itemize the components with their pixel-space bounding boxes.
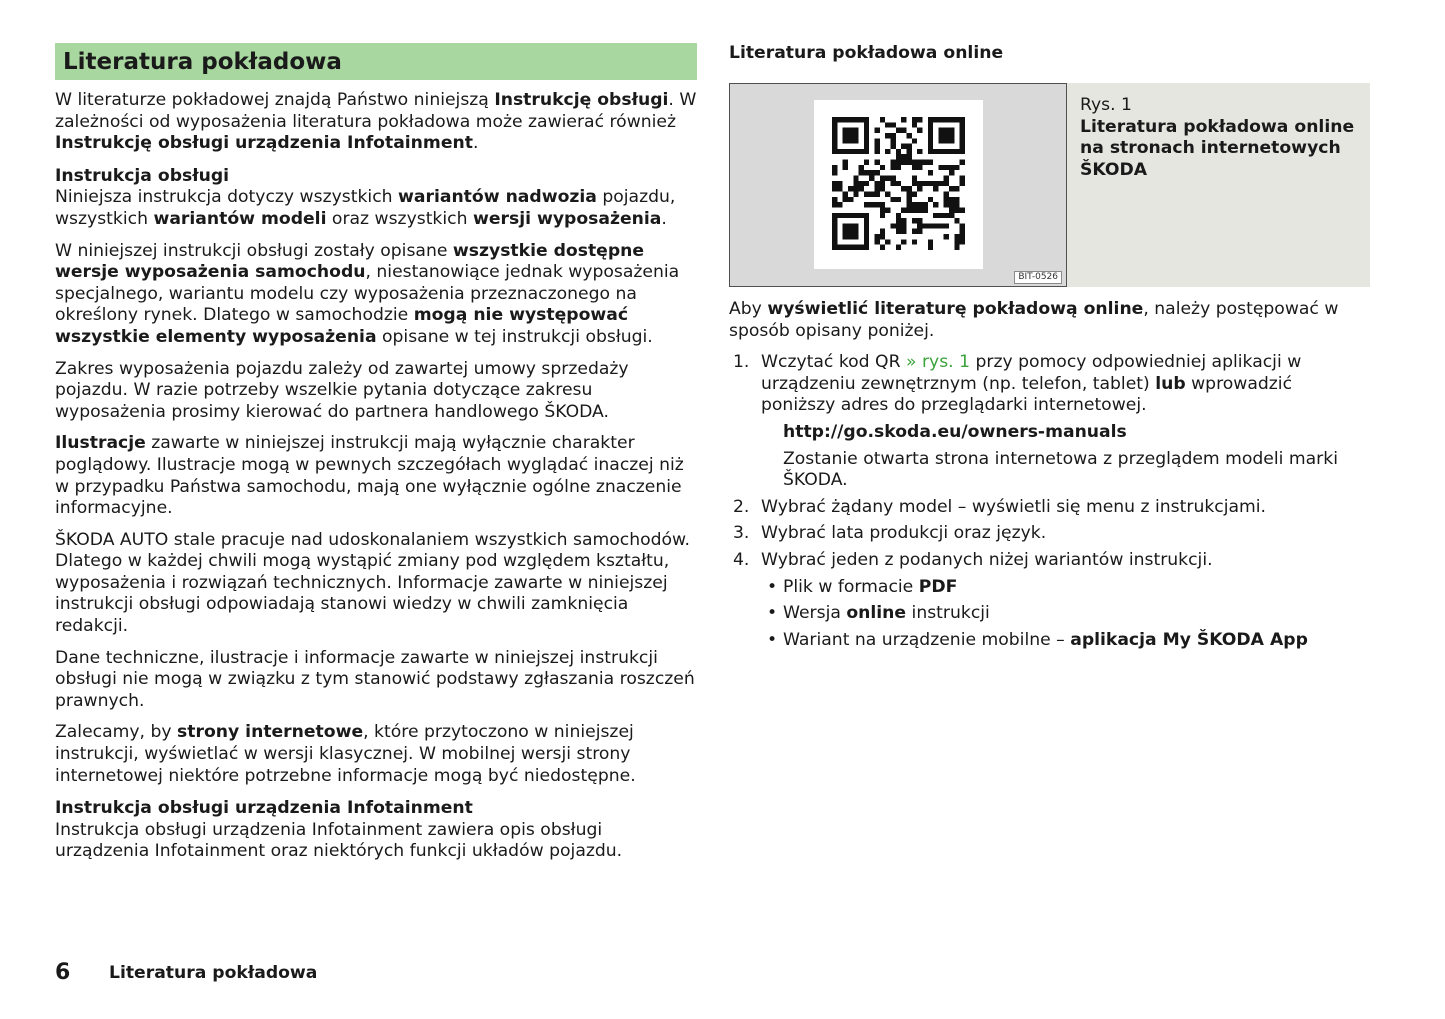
websites-paragraph: Zalecamy, by strony internetowe, które przytoczono w niniejszej instrukcji, wyświetlać w wersji klasycznej. W mobilnej wersji strony internetowej niektóre potrzebne informacje mogą być niedostępne. [55,722,636,786]
step-text: Wybrać jeden z podanych niżej wariantów instrukcji. [761,549,1213,570]
figure-frame [729,83,1067,287]
option-mobile: • Wariant na urządzenie mobilne – aplikacja My ŠKODA App [767,629,1308,650]
page-number: 6 [55,960,71,985]
online-intro: Aby wyświetlić literaturę pokładową online, należy postępować w sposób opisany poniżej. [729,299,1339,341]
step-text: Wybrać lata produkcji oraz język. [761,523,1047,544]
figure-caption [1067,83,1370,287]
manual-subheading: Instrukcja obsługi [55,165,230,186]
option-online: • Wersja online instrukcji [767,603,990,624]
bullet: • [767,629,778,650]
step-1 [729,352,1370,492]
format-options [761,577,1370,652]
equipment-paragraph: W niniejszej instrukcji obsługi zostały opisane wszystkie dostępne wersje wyposażenia samochodu, niestanowiące jednak wyposażenia specjalnego, wariantu modelu czy wyposażenia przeznaczonego na określony rynek. Dlatego w samochodzie mogą nie występować wszystkie elementy wyposażenia opisane w tej instrukcji obsługi. [55,240,680,347]
step-3 [729,523,1370,545]
illustrations-paragraph: Ilustracje zawarte w niniejszej instrukcji mają wyłącznie charakter poglądowy. Ilustracje mogą w pewnych szczegółach wyglądać inaczej niż w przypadku Państwa samochodu, mają one wyłącznie ogólne znaczenie informacyjne. [55,433,684,519]
step-number: 1. [733,352,750,373]
right-column [729,43,1370,656]
steps-list [729,352,1370,651]
bullet: • [767,576,778,597]
scope-paragraph: Zakres wyposażenia pojazdu zależy od zawartej umowy sprzedaży pojazdu. W razie potrzeby wszelkie pytania dotyczące zakresu wyposażenia prosimy kierować do partnera handlowego ŠKODA. [55,358,629,422]
footer-title: Literatura pokładowa [109,963,318,983]
infotainment-subheading: Instrukcja obsługi urządzenia Infotainment [55,798,473,819]
bullet: • [767,603,778,624]
step-result: Zostanie otwarta strona internetowa z przeglądem modeli marki ŠKODA. [783,448,1338,491]
step-2 [729,497,1370,519]
qr-code-graphic [832,117,965,250]
manual-paragraph: Niniejsza instrukcja dotyczy wszystkich wariantów nadwozia pojazdu, wszystkich wariantów modeli oraz wszystkich wersji wyposażenia. [55,187,676,229]
figure-reference-link[interactable]: » rys. 1 [906,352,971,373]
figure-label: Rys. 1 [1080,95,1132,115]
figure-code: BIT-0526 [1014,271,1062,284]
technical-data-paragraph: Dane techniczne, ilustracje i informacje zawarte w niniejszej instrukcji obsługi nie mogą w związku z tym stanowić podstawy zgłaszania roszczeń prawnych. [55,647,695,711]
intro-paragraph: W literaturze pokładowej znajdą Państwo niniejszą Instrukcję obsługi. W zależności od wyposażenia literatura pokładowa może zawierać również Instrukcję obsługi urządzenia Infotainment. [55,90,697,154]
skoda-paragraph: ŠKODA AUTO stale pracuje nad udoskonalaniem wszystkich samochodów. Dlatego w każdej chwili mogą wystąpić zmiany pod względem kształtu, wyposażenia i rozwiązań technicznych. Informacje zawarte w niniejszej instrukcji obsługi odpowiadają stanowi wiedzy w chwili zamknięcia redakcji. [55,529,690,637]
left-column [55,43,697,873]
section-heading: Literatura pokładowa [55,43,697,80]
manuals-url: http://go.skoda.eu/owners-manuals [783,421,1127,442]
figure [729,83,1370,287]
option-pdf: • Plik w formacie PDF [767,576,958,597]
step-number: 3. [733,523,750,544]
online-heading: Literatura pokładowa online [729,43,1004,63]
qr-code [814,100,983,269]
infotainment-paragraph: Instrukcja obsługi urządzenia Infotainment zawiera opis obsługi urządzenia Infotainment oraz niektórych funkcji układów pojazdu. [55,819,623,862]
step-number: 4. [733,549,750,570]
step-number: 2. [733,496,750,517]
step-text: Wybrać żądany model – wyświetli się menu z instrukcjami. [761,496,1267,517]
figure-caption-text: Literatura pokładowa online na stronach internetowych ŠKODA [1080,116,1355,180]
step-text: Wczytać kod QR » rys. 1 przy pomocy odpowiedniej aplikacji w urządzeniu zewnętrznym (np. telefon, tablet) lub wprowadzić poniższy adres do przeglądarki internetowej. [761,352,1302,416]
step-4 [729,550,1370,651]
